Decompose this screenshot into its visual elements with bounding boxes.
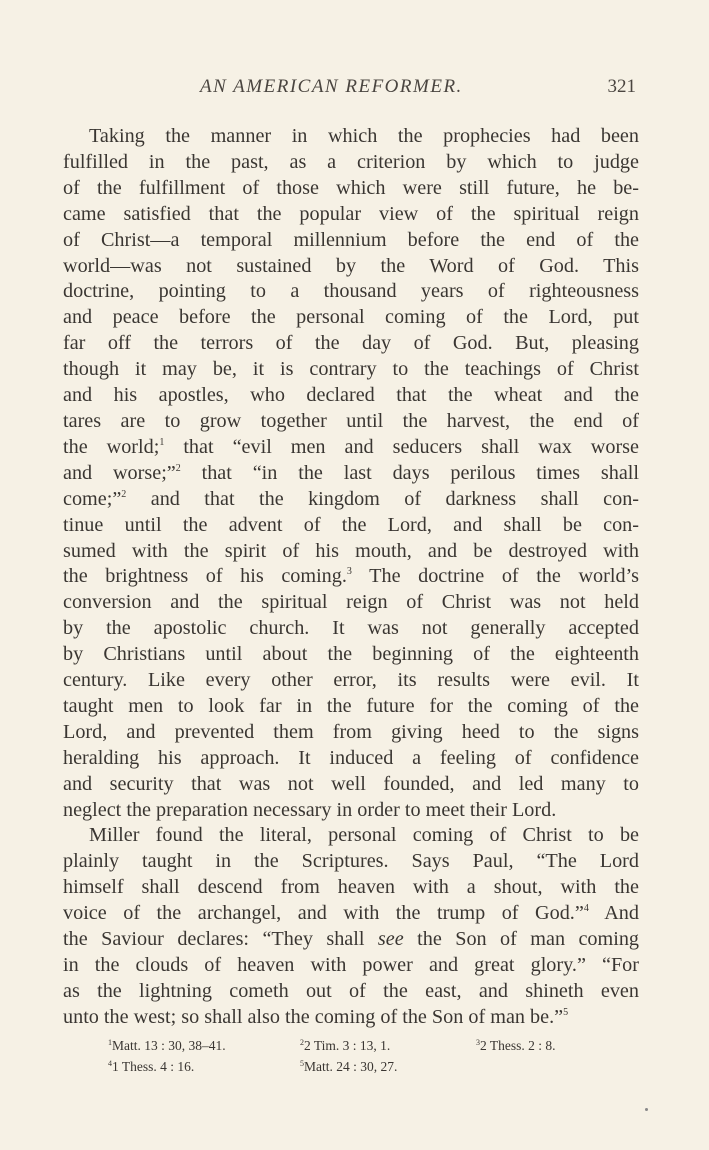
page-header: [90, 76, 636, 106]
text-line: by Christians until about the beginning of the eighteenth: [63, 643, 639, 666]
text-line: [63, 901, 639, 927]
footnote-text: Matt. 13 : 30, 38–41.: [112, 1038, 226, 1053]
text-segment: the Son of man coming: [417, 928, 640, 951]
text-line: plainly taught in the Scriptures. Says Paul, “The Lord: [63, 850, 639, 873]
footnote: [300, 1056, 397, 1077]
text-line: tares are to grow together until the harvest, the end of: [63, 409, 639, 432]
footnote-number: 5: [300, 1059, 304, 1068]
running-head: AN AMERICAN REFORMER.: [200, 76, 463, 97]
footnote-ref: 2: [175, 462, 181, 474]
text-line: heralding his approach. It induced a feeling of confidence: [63, 746, 639, 769]
text-line: in the clouds of heaven with power and great glory.” “For: [63, 954, 639, 976]
footnote: [476, 1035, 556, 1056]
text-segment: and that the kingdom of darkness shall con-: [150, 487, 640, 510]
text-line: and peace before the personal coming of the Lord, put: [63, 306, 639, 329]
text-line: neglect the preparation necessary in order to meet their Lord.: [63, 798, 557, 821]
footnotes: [108, 1035, 608, 1077]
text-line: of Christ—a temporal millennium before the end of the: [63, 228, 639, 251]
text-line: world—was not sustained by the Word of God. This: [63, 254, 639, 277]
footnote-number: 2: [300, 1038, 304, 1047]
text-line: [63, 927, 639, 953]
text-segment: that “evil men and seducers shall wax worse: [183, 435, 640, 458]
footnote-text: 2 Tim. 3 : 13, 1.: [304, 1038, 391, 1053]
text-line: Taking the manner in which the prophecies had been: [89, 125, 639, 147]
text-line: Miller found the literal, personal coming of Christ to be: [89, 824, 639, 847]
text-line: and security that was not well founded, and led many to: [63, 772, 639, 795]
text-line: century. Like every other error, its results were evil. It: [63, 669, 639, 692]
text-line: conversion and the spiritual reign of Christ was not held: [63, 591, 639, 614]
text-line: himself shall descend from heaven with a shout, with the: [63, 876, 639, 899]
italic-text: see: [377, 928, 404, 951]
text-line: [63, 461, 639, 487]
paragraph-1: [63, 124, 639, 823]
text-line: far off the terrors of the day of God. But, pleasing: [63, 332, 639, 355]
footnote-ref: 5: [563, 1006, 569, 1018]
text-segment: that “in the last days perilous times shall: [201, 461, 639, 484]
footnote-number: 3: [476, 1038, 480, 1047]
text-segment: voice of the archangel, and with the trump of God.”: [63, 902, 584, 925]
text-line: doctrine, pointing to a thousand years of righteousness: [63, 280, 639, 303]
body-text: [63, 124, 639, 1031]
text-line: though it may be, it is contrary to the teachings of Christ: [63, 358, 639, 381]
footnote-row: [108, 1035, 608, 1056]
page-number: 321: [607, 76, 636, 97]
footnote-ref: 2: [121, 488, 127, 500]
footnote-ref: 1: [159, 436, 165, 448]
text-line: sumed with the spirit of his mouth, and be destroyed with: [63, 539, 639, 562]
text-segment: the Saviour declares: “They shall: [63, 928, 365, 951]
footnote-ref: 4: [583, 903, 589, 915]
text-segment: The doctrine of the world’s: [369, 565, 640, 588]
footnote: [108, 1056, 194, 1077]
footnote: [108, 1035, 226, 1056]
text-line: as the lightning cometh out of the east, and shineth even: [63, 979, 639, 1002]
footnote-number: 4: [108, 1059, 112, 1068]
text-line: taught men to look far in the future for the coming of the: [63, 694, 639, 717]
text-line: and his apostles, who declared that the wheat and the: [63, 384, 639, 407]
text-line: of the fulfillment of those which were still future, he be-: [63, 176, 639, 199]
footnote: [300, 1035, 390, 1056]
text-line: tinue until the advent of the Lord, and shall be con-: [63, 513, 639, 536]
text-line: [63, 435, 639, 461]
text-segment: the brightness of his coming.: [63, 565, 347, 588]
footnote-number: 1: [108, 1038, 112, 1047]
text-segment: the world;: [63, 435, 160, 458]
text-line: came satisfied that the popular view of the spiritual reign: [63, 202, 639, 225]
text-line: fulfilled in the past, as a criterion by which to judge: [63, 150, 639, 173]
page-speck: [645, 1108, 648, 1111]
text-segment: and worse;”: [63, 461, 176, 484]
text-segment: come;”: [63, 487, 122, 510]
text-line: by the apostolic church. It was not generally accepted: [63, 617, 639, 640]
text-line: [63, 487, 639, 513]
text-line: [63, 564, 639, 590]
text-line: Lord, and prevented them from giving heed to the signs: [63, 720, 639, 743]
paragraph-2: [63, 823, 639, 1030]
footnote-text: 1 Thess. 4 : 16.: [112, 1059, 195, 1074]
footnote-text: 2 Thess. 2 : 8.: [480, 1038, 556, 1053]
footnote-text: Matt. 24 : 30, 27.: [304, 1059, 398, 1074]
footnote-row: [108, 1056, 608, 1077]
text-segment: And: [604, 902, 639, 925]
footnote-ref: 3: [346, 566, 352, 578]
text-segment: unto the west; so shall also the coming of the Son of man be.”: [63, 1005, 564, 1028]
text-line: [63, 1005, 639, 1031]
